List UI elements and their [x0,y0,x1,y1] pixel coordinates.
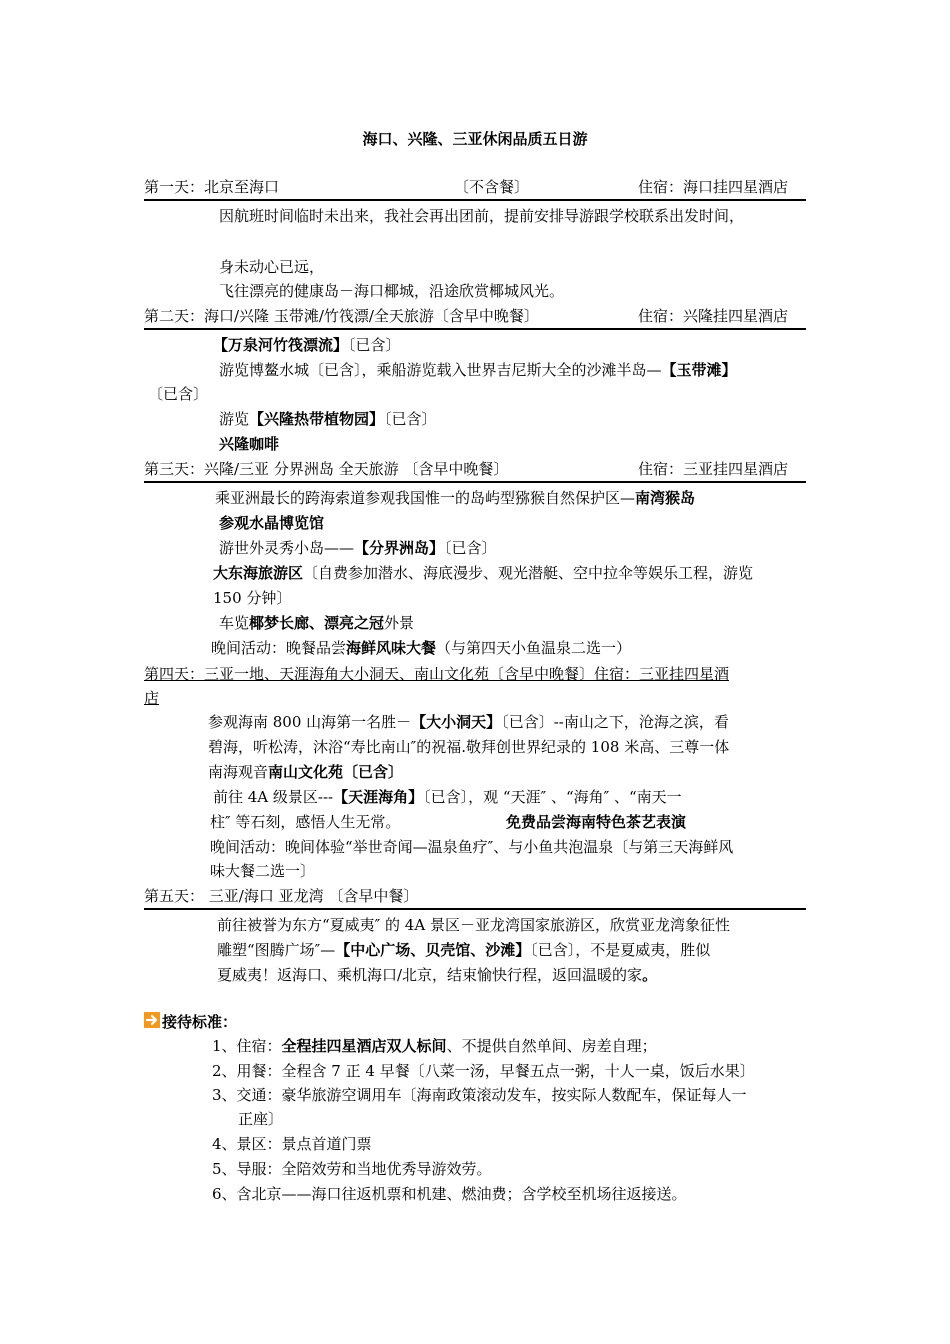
attraction-dadonghai: 大东海旅游区 [213,564,304,582]
day3-line5: 150 分钟〕 [213,589,292,607]
standards-item: 3、交通：豪华旅游空调用车〔海南政策滚动发车，按实际人数配车，保证每人一 [212,1086,747,1104]
day3-line1 [215,487,695,509]
day1-meal: 〔不含餐〕 [454,178,530,196]
day1-hotel: 住宿：海口挂四星酒店 [638,178,789,196]
attraction-coconut-dream: 椰梦长廊、漂亮之冠 [249,614,385,632]
day3-line3 [219,537,497,559]
seafood-dinner: 海鲜风味大餐 [346,639,437,657]
text: 1、住宿： [212,1037,282,1055]
day4-line7: 味大餐二选一〕 [210,862,316,880]
text: 前往 4A 级景区--- [213,788,334,806]
day3-header [144,458,806,480]
day1-line2: 身未动心已远， [219,258,325,276]
day2-label: 第二天：海口/兴隆 玉带滩/竹筏漂/全天旅游〔含早中晚餐〕 [144,307,539,325]
text: 参观海南 800 山海第一名胜－ [208,713,412,731]
standards-item: 6、含北京——海口往返机票和机建、燃油费；含学校至机场往返接送。 [212,1185,687,1203]
attraction-botanical-garden: 【兴隆热带植物园】 [249,410,385,428]
text: 游世外灵秀小岛—— [219,539,355,557]
day2-line1 [213,334,401,356]
text: 、不提供自然单间、房差自理； [446,1037,657,1055]
day4-line3 [208,761,403,783]
standards-item-cont: 正座〕 [238,1110,284,1128]
text: 柱″ 等石刻，感悟人生无常。 [210,813,401,831]
day2-header [144,305,806,327]
attraction-fenjiezhou: 【分界洲岛】 [354,539,445,557]
day2-line2 [219,359,737,381]
day1-header [144,176,806,198]
text: 〔自费参加潜水、海底漫步、观光潜艇、空中拉伞等娱乐工程，游览 [303,564,754,582]
divider [144,908,806,910]
day3-hotel: 住宿：三亚挂四星酒店 [638,460,789,478]
day5-line1: 前往被誉为东方“夏威夷″ 的 4A 景区－亚龙湾国家旅游区，欣赏亚龙湾象征性 [217,916,730,934]
divider [144,481,806,483]
day5-label: 第五天： 三亚/海口 亚龙湾 〔含早中餐〕 [144,887,419,905]
day3-line4 [213,562,753,584]
divider [144,328,806,330]
page-title: 海口、兴隆、三亚休闲品质五日游 [362,130,588,148]
tea-show: 免费品尝海南特色茶艺表演 [506,813,687,831]
day4-label: 第四天：三亚一地、天涯海角大小洞天、南山文化苑〔含早中晚餐〕住宿：三亚挂四星酒 [144,665,730,683]
attraction-daxiaodongtian: 【大小洞天】 [411,713,502,731]
text: 〔已含〕--南山之下，沧海之滨，看 [501,713,729,731]
day1-line1: 因航班时间临时未出来，我社会再出团前，提前安排导游跟学校联系出发时间， [219,207,745,225]
day2-line3 [219,408,437,430]
text: 车览 [219,614,250,632]
day1-line3: 飞往漂亮的健康岛－海口椰城，沿途欣赏椰城风光。 [219,282,565,300]
standards-item: 5、导服：全陪效劳和当地优秀导游效劳。 [212,1160,492,1178]
day4-line4 [213,786,682,808]
day2-line2b: 〔已含〕 [148,385,209,403]
attraction-monkey-island: 南湾猴岛 [635,489,696,507]
included-note: 〔已含〕 [444,539,497,557]
day5-line3 [217,964,657,986]
text: 〔已含〕，不是夏威夷，胜似 [530,941,711,959]
attraction-wanquan: 【万泉河竹筏漂流】 [213,336,349,354]
day4-line2: 碧海，听松涛，沐浴“寿比南山″的祝福.敬拜创世界纪录的 108 米高、三尊一体 [208,738,730,756]
included-note: 〔已含〕 [348,336,401,354]
day3-line2: 参观水晶博览馆 [219,514,325,532]
day4-line5 [210,811,400,833]
day5-line2 [217,939,710,961]
period: 。 [642,966,658,984]
text: 雕塑“图腾广场″— [217,941,336,959]
day3-line7 [211,637,631,659]
text: 游览 [219,410,250,428]
attraction-tianya-haijiao: 【天涯海角】 [333,788,424,806]
text: 〔已含〕，观 “天涯″ 、“海角″ 、“南天一 [423,788,682,806]
text: （与第四天小鱼温泉二选一） [436,639,632,657]
orange-arrow-icon [144,1012,160,1028]
text: 乘亚洲最长的跨海索道参观我国惟一的岛屿型猕猴自然保护区— [215,489,636,507]
day4-line1 [208,711,729,733]
divider [144,199,806,201]
text: 夏威夷！返海口、乘机海口/北京，结束愉快行程，返回温暖的家 [217,966,643,984]
attraction-yalong-bay: 【中心广场、贝壳馆、沙滩】 [335,941,531,959]
day4-header [144,663,806,685]
day2-hotel: 住宿：兴隆挂四星酒店 [638,307,789,325]
day4-label-cont: 店 [144,689,160,707]
day4-header-cont [144,687,806,709]
day3-label: 第三天：兴隆/三亚 分界洲岛 全天旅游 〔含早中晚餐〕 [144,460,509,478]
standards-heading: 接待标准： [162,1013,238,1031]
text: 游览博鳌水城〔已含〕，乘船游览载入世界吉尼斯大全的沙滩半岛— [219,361,662,379]
day3-line6 [219,612,414,634]
day4-line6: 晚间活动：晚间体验“举世奇闻—温泉鱼疗″、与小鱼共泡温泉〔与第三天海鲜风 [210,838,734,856]
standards-item: 2、用餐：全程含 7 正 4 早餐〔八菜一汤，早餐五点一粥，十人一桌，饭后水果〕 [212,1062,755,1080]
text: 晚间活动：晚餐品尝 [211,639,347,657]
included-note: 〔已含〕 [384,410,437,428]
day2-line4: 兴隆咖啡 [219,435,280,453]
standards-item: 4、景区：景点首道门票 [212,1135,372,1153]
attraction-yudaitan: 【玉带滩】 [661,361,737,379]
attraction-nanshan: 南山文化苑〔已含〕 [268,763,404,781]
hotel-standard: 全程挂四星酒店双人标间 [281,1037,447,1055]
text: 外景 [384,614,415,632]
day1-label: 第一天：北京至海口 [144,178,280,196]
text: 南海观音 [208,763,269,781]
day5-header [144,885,806,907]
standards-item [212,1035,657,1057]
